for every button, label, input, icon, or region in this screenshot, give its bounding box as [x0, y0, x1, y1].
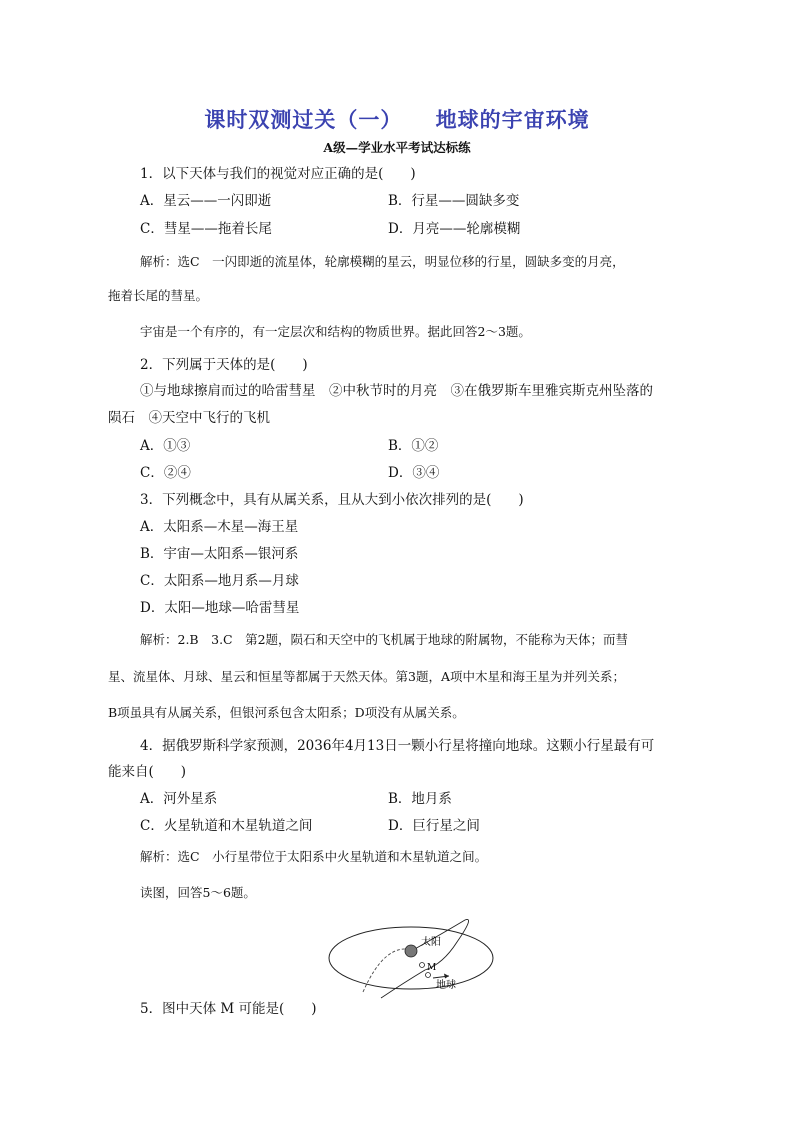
q4-stem-line1: 4．据俄罗斯科学家预测，2036年4月13日一颗小行星将撞向地球。这颗小行星最有可 — [140, 738, 655, 754]
q3-option-d: D．太阳—地球—哈雷彗星 — [140, 600, 300, 616]
q2-option-c: C．②④ — [140, 465, 191, 481]
q3-stem: 3．下列概念中，具有从属关系，且从大到小依次排列的是( ) — [140, 492, 524, 508]
q1-analysis-line1: 解析：选C 一闪即逝的流星体，轮廓模糊的星云，明显位移的行星，圆缺多变的月亮， — [140, 254, 625, 269]
q3-analysis-line1: 解析：2.B 3.C 第2题，陨石和天空中的飞机属于地球的附属物，不能称为天体；而彗 — [140, 632, 629, 647]
q4-option-c: C．火星轨道和木星轨道之间 — [140, 818, 313, 834]
q1-analysis-line2: 拖着长尾的彗星。 — [108, 288, 209, 303]
q4-option-d: D．巨行星之间 — [388, 818, 480, 834]
q4-option-a: A．河外星系 — [140, 791, 218, 807]
q2-items-line2: 陨石 ④天空中飞行的飞机 — [108, 410, 270, 426]
q3-analysis-line2: 星、流星体、月球、星云和恒星等都属于天然天体。第3题，A项中木星和海王星为并列关系； — [108, 669, 625, 684]
q2-items-line1: ①与地球擦肩而过的哈雷彗星 ②中秋节时的月亮 ③在俄罗斯车里雅宾斯克州坠落的 — [140, 383, 653, 399]
q1-option-c: C．彗星——拖着长尾 — [140, 221, 272, 237]
q2-option-b: B．①② — [388, 438, 439, 454]
q2-option-d: D．③④ — [388, 465, 440, 481]
m-body-icon — [420, 963, 425, 968]
q1-option-b: B．行星——圆缺多变 — [388, 193, 520, 209]
earth-icon — [426, 973, 431, 978]
q3-option-b: B．宇宙—太阳系—银河系 — [140, 546, 299, 562]
sun-icon — [405, 945, 417, 957]
q1-option-d: D．月亮——轮廓模糊 — [388, 221, 521, 237]
q2-option-a: A．①③ — [140, 438, 191, 454]
q3-analysis-line3: B项虽具有从属关系，但银河系包含太阳系；D项没有从属关系。 — [108, 705, 465, 720]
earth-orbit-ellipse — [329, 927, 493, 989]
orbit-arrowhead — [444, 974, 449, 979]
q4-analysis: 解析：选C 小行星带位于太阳系中火星轨道和木星轨道之间。 — [140, 849, 488, 864]
q1-option-a: A．星云——一闪即逝 — [140, 193, 272, 209]
m-label: M — [427, 963, 437, 973]
q5-stem: 5．图中天体 M 可能是( ) — [140, 1001, 317, 1017]
earth-label: 地球 — [436, 980, 456, 991]
q3-option-a: A．太阳系—木星—海王星 — [140, 519, 299, 535]
orbit-diagram — [325, 912, 505, 1000]
sun-label: 太阳 — [421, 937, 441, 948]
q4-option-b: B．地月系 — [388, 791, 452, 807]
page-title: 课时双测过关（一） 地球的宇宙环境 — [204, 107, 590, 132]
section-subtitle: A级—学业水平考试达标练 — [323, 140, 471, 155]
q1-stem: 1．以下天体与我们的视觉对应正确的是( ) — [140, 166, 416, 182]
intro-q5-q6: 读图，回答5～6题。 — [140, 885, 256, 900]
q4-stem-line2: 能来自( ) — [108, 764, 187, 780]
q2-stem: 2．下列属于天体的是( ) — [140, 357, 308, 373]
intro-q2-q3: 宇宙是一个有序的，有一定层次和结构的物质世界。据此回答2～3题。 — [140, 324, 531, 339]
q3-option-c: C．太阳系—地月系—月球 — [140, 573, 299, 589]
